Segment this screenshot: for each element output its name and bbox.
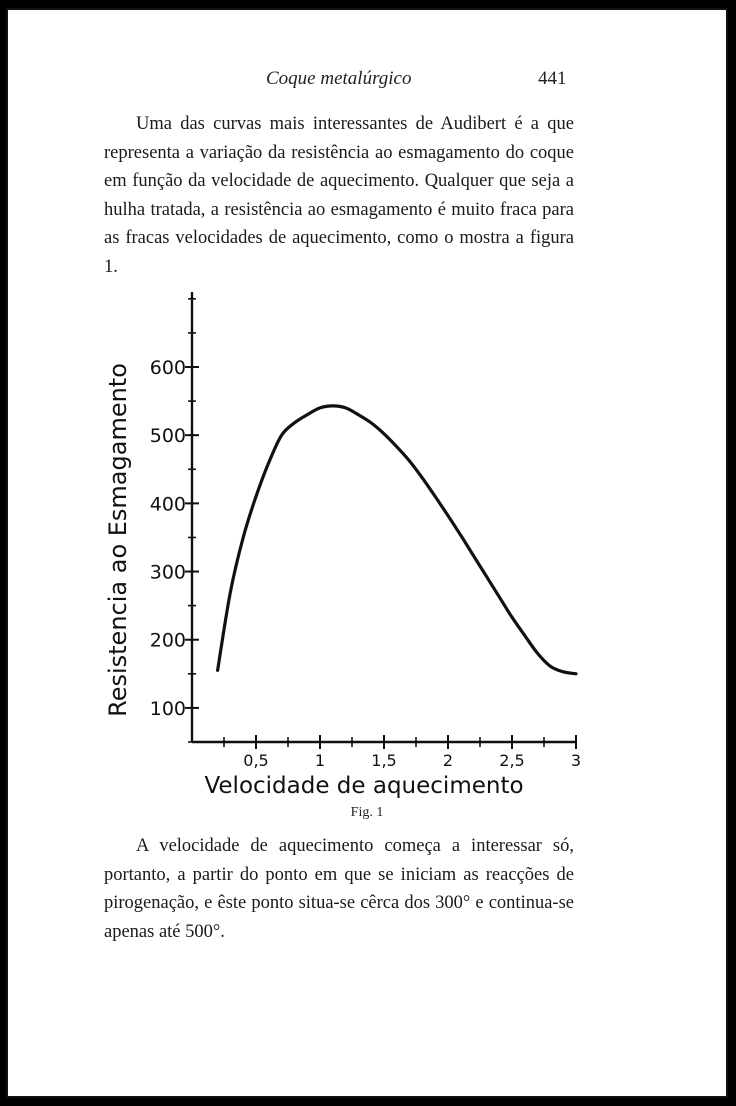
x-axis-label: Velocidade de aquecimento — [204, 773, 524, 799]
page-number: 441 — [538, 68, 567, 89]
y-tick-label: 300 — [149, 561, 186, 584]
book-page — [6, 8, 728, 1098]
x-tick-label: 2 — [442, 751, 454, 770]
y-tick-label: 500 — [149, 425, 186, 448]
paragraph-conclusion: A velocidade de aquecimento começa a interessar só, portanto, a partir do ponto em que se iniciam as reacções de pirogenação, e êste ponto situa-se cêrca dos 300° e continua-se apenas até 500°. — [104, 836, 574, 942]
resistance-curve — [218, 406, 576, 674]
x-tick-label: 1 — [314, 751, 326, 770]
x-tick-label: 2,5 — [499, 751, 525, 770]
x-tick-label: 1,5 — [371, 751, 397, 770]
x-axis-ticks — [224, 735, 581, 770]
y-tick-label: 400 — [149, 493, 186, 516]
y-tick-label: 200 — [149, 629, 186, 652]
x-tick-label: 0,5 — [243, 751, 269, 770]
figure-caption: Fig. 1 — [350, 805, 384, 820]
running-title: Coque metalúrgico — [266, 68, 412, 89]
y-tick-label: 100 — [149, 697, 186, 720]
paragraph-intro: Uma das curvas mais interessantes de Audibert é a que representa a variação da resistência ao esmagamento do coque em função da velocidade de aquecimento. Qualquer que seja a hulha tratada, a resistência ao esmagamento é muito fraca para as fracas velocidades de aquecimento, como o mostra a figura 1. — [104, 114, 574, 277]
x-tick-label: 3 — [570, 751, 582, 770]
y-axis-label: Resistencia ao Esmagamento — [104, 363, 132, 717]
y-tick-label: 600 — [149, 357, 186, 379]
figure-1-chart — [8, 290, 726, 800]
running-head — [8, 68, 726, 98]
